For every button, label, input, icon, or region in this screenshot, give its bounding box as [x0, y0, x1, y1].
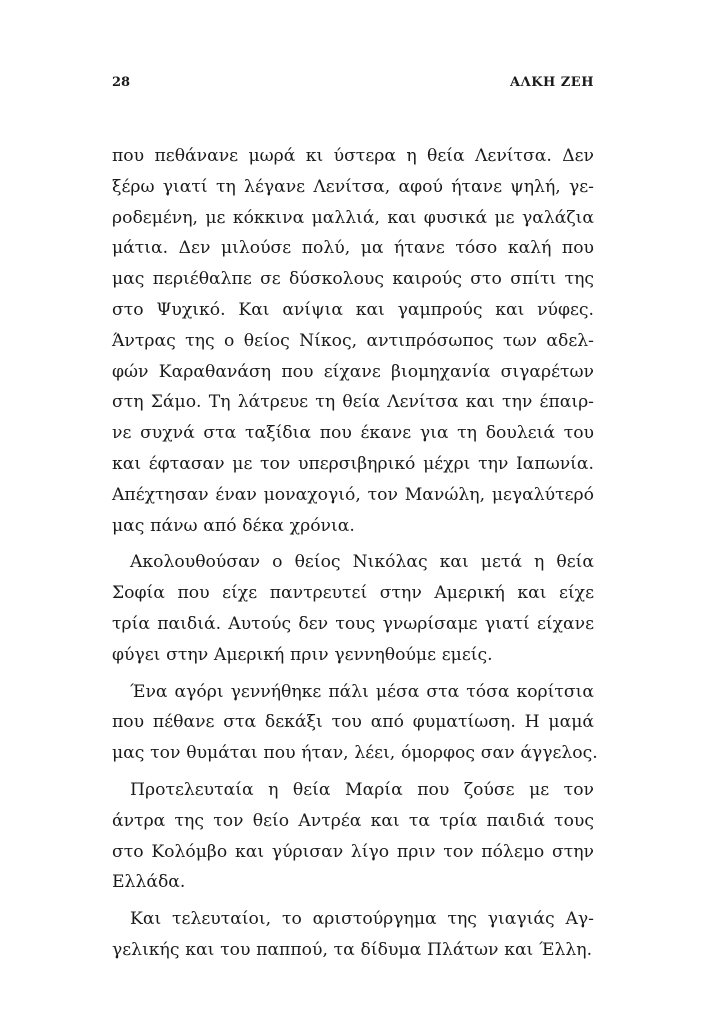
- body-text: [112, 141, 598, 972]
- paragraph: [112, 547, 594, 670]
- text-line: μας πάνω από δέκα χρόνια.: [112, 515, 355, 536]
- text-line: Ελλάδα.: [112, 872, 186, 893]
- text-line: άντρα της τον θείο Αντρέα και τα τρία παιδιά τους: [112, 810, 594, 831]
- text-line: Σοφία που είχε παντρευτεί στην Αμερική και είχε: [112, 583, 594, 604]
- page-number: 28: [112, 75, 131, 90]
- paragraph: [112, 677, 598, 769]
- text-line: Απέχτησαν έναν μοναχογιό, τον Μανώλη, μεγαλύτερό: [112, 484, 594, 505]
- paragraph: [112, 141, 594, 541]
- text-line: μας τον θυμάται που ήταν, λέει, όμορφος σαν άγγελος.: [112, 743, 598, 764]
- paragraph: [112, 775, 594, 898]
- running-head-author: ΑΛΚΗ ΖΕΗ: [510, 75, 594, 90]
- text-line: και έφτασαν με τον υπερσιβηρικό μέχρι την Ιαπωνία.: [112, 453, 594, 474]
- text-line: φύγει στην Αμερική πριν γεννηθούμε εμείς.: [112, 644, 493, 665]
- text-line: στο Κολόμβο και γύρισαν λίγο πριν τον πόλεμο στην: [112, 841, 594, 862]
- page-header: [112, 75, 594, 95]
- text-line: μας περιέθαλπε σε δύσκολους καιρούς στο σπίτι της: [112, 269, 594, 290]
- text-line: Ακολουθούσαν ο θείος Νικόλας και μετά η θεία: [130, 552, 594, 573]
- text-line: που πεθάνανε μωρά κι ύστερα η θεία Λενίτσα. Δεν: [112, 146, 594, 166]
- text-line: στο Ψυχικό. Και ανίψια και γαμπρούς και νύφες.: [112, 299, 594, 320]
- text-line: ροδεμένη, με κόκκινα μαλλιά, και φυσικά με γαλάζια: [112, 207, 594, 228]
- text-line: φών Καραθανάση που είχανε βιομηχανία σιγαρέτων: [112, 361, 594, 382]
- paragraph: [112, 904, 594, 966]
- text-line: νε συχνά στα ταξίδια που έκανε για τη δουλειά του: [112, 423, 594, 444]
- text-line: Προτελευταία η θεία Μαρία που ζούσε με τον: [130, 779, 594, 800]
- text-line: τρία παιδιά. Αυτούς δεν τους γνωρίσαμε γιατί είχανε: [112, 613, 594, 634]
- text-line: ξέρω γιατί τη λέγανε Λενίτσα, αφού ήτανε ψηλή, γε-: [112, 176, 594, 197]
- text-line: στη Σάμο. Τη λάτρευε τη θεία Λενίτσα και την έπαιρ-: [112, 392, 594, 413]
- text-line: μάτια. Δεν μιλούσε πολύ, μα ήτανε τόσο καλή που: [112, 238, 594, 259]
- text-line: Άντρας της ο θείος Νίκος, αντιπρόσωπος των αδελ-: [112, 330, 594, 351]
- text-line: γελικής και του παππού, τα δίδυμα Πλάτων και Έλλη.: [112, 939, 593, 960]
- text-line: που πέθανε στα δεκάξι του από φυματίωση. Η μαμά: [112, 712, 594, 733]
- text-line: Ένα αγόρι γεννήθηκε πάλι μέσα στα τόσα κορίτσια: [130, 681, 594, 702]
- text-line: Και τελευταίοι, το αριστούργημα της γιαγιάς Αγ-: [130, 909, 594, 930]
